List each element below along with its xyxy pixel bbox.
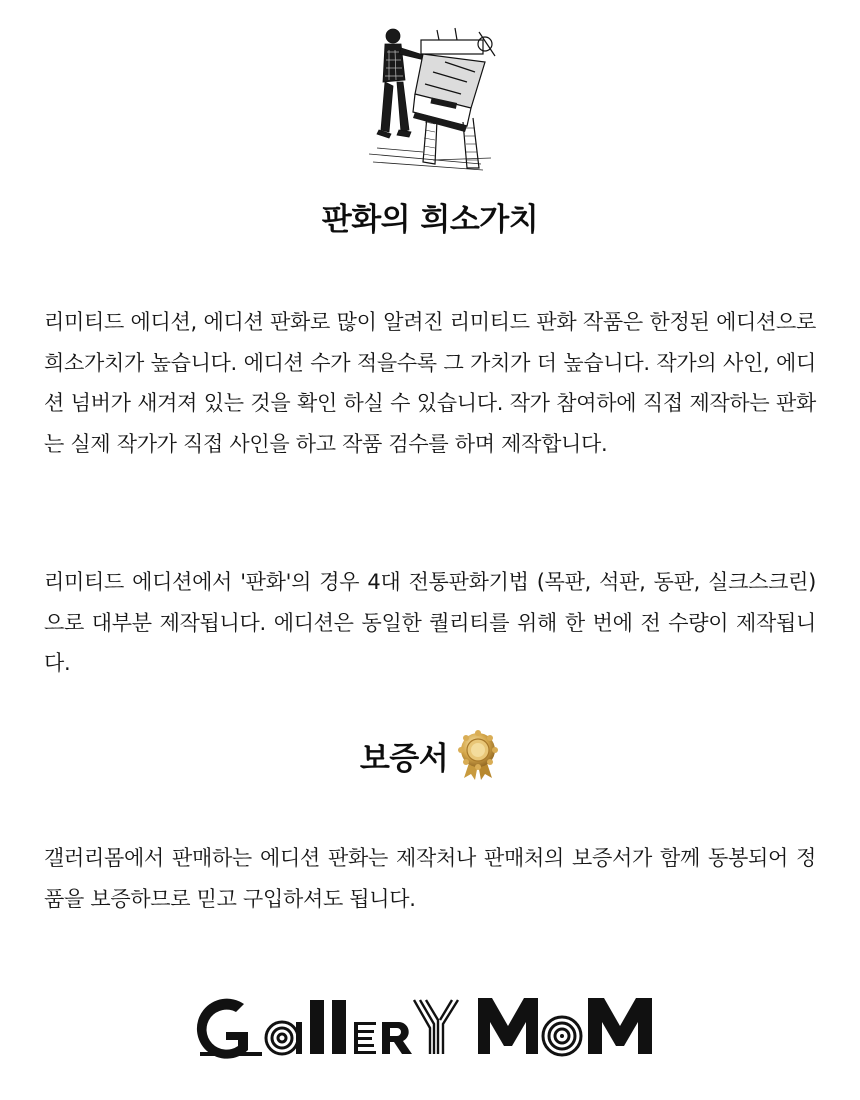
section-title-certificate [0,730,860,780]
certificate-paragraph: 갤러리몸에서 판매하는 에디션 판화는 제작처나 판매처의 보증서가 함께 동봉되어 정품을 보증하므로 믿고 구입하셔도 됩니다. [44,846,816,911]
gold-medal-icon [456,730,500,780]
certificate-title-text: 보증서 [359,740,449,777]
printing-press-illustration [363,22,499,172]
gallery-mom-logo [196,990,666,1070]
scarcity-paragraph-1: 리미티드 에디션, 에디션 판화로 많이 알려진 리미티드 판화 작품은 한정된 에디션으로 희소가치가 높습니다. 에디션 수가 적을수록 그 가치가 더 높습니다. 작가의 사인, 에디션 넘버가 새겨져 있는 것을 확인 하실 수 있습니다. 작가 참여하에 직접 제작하는 판화는 실제 작가가 직접 사인을 하고 작품 검수를 하며 제작합니다. [44,310,816,456]
scarcity-paragraph-2: 리미티드 에디션에서 '판화'의 경우 4대 전통판화기법 (목판, 석판, 동판, 실크스크린)으로 대부분 제작됩니다. 에디션은 동일한 퀄리티를 위해 한 번에 전 수량이 제작됩니다. [44,570,816,676]
section-title-print-value: 판화의 희소가치 [321,202,539,238]
